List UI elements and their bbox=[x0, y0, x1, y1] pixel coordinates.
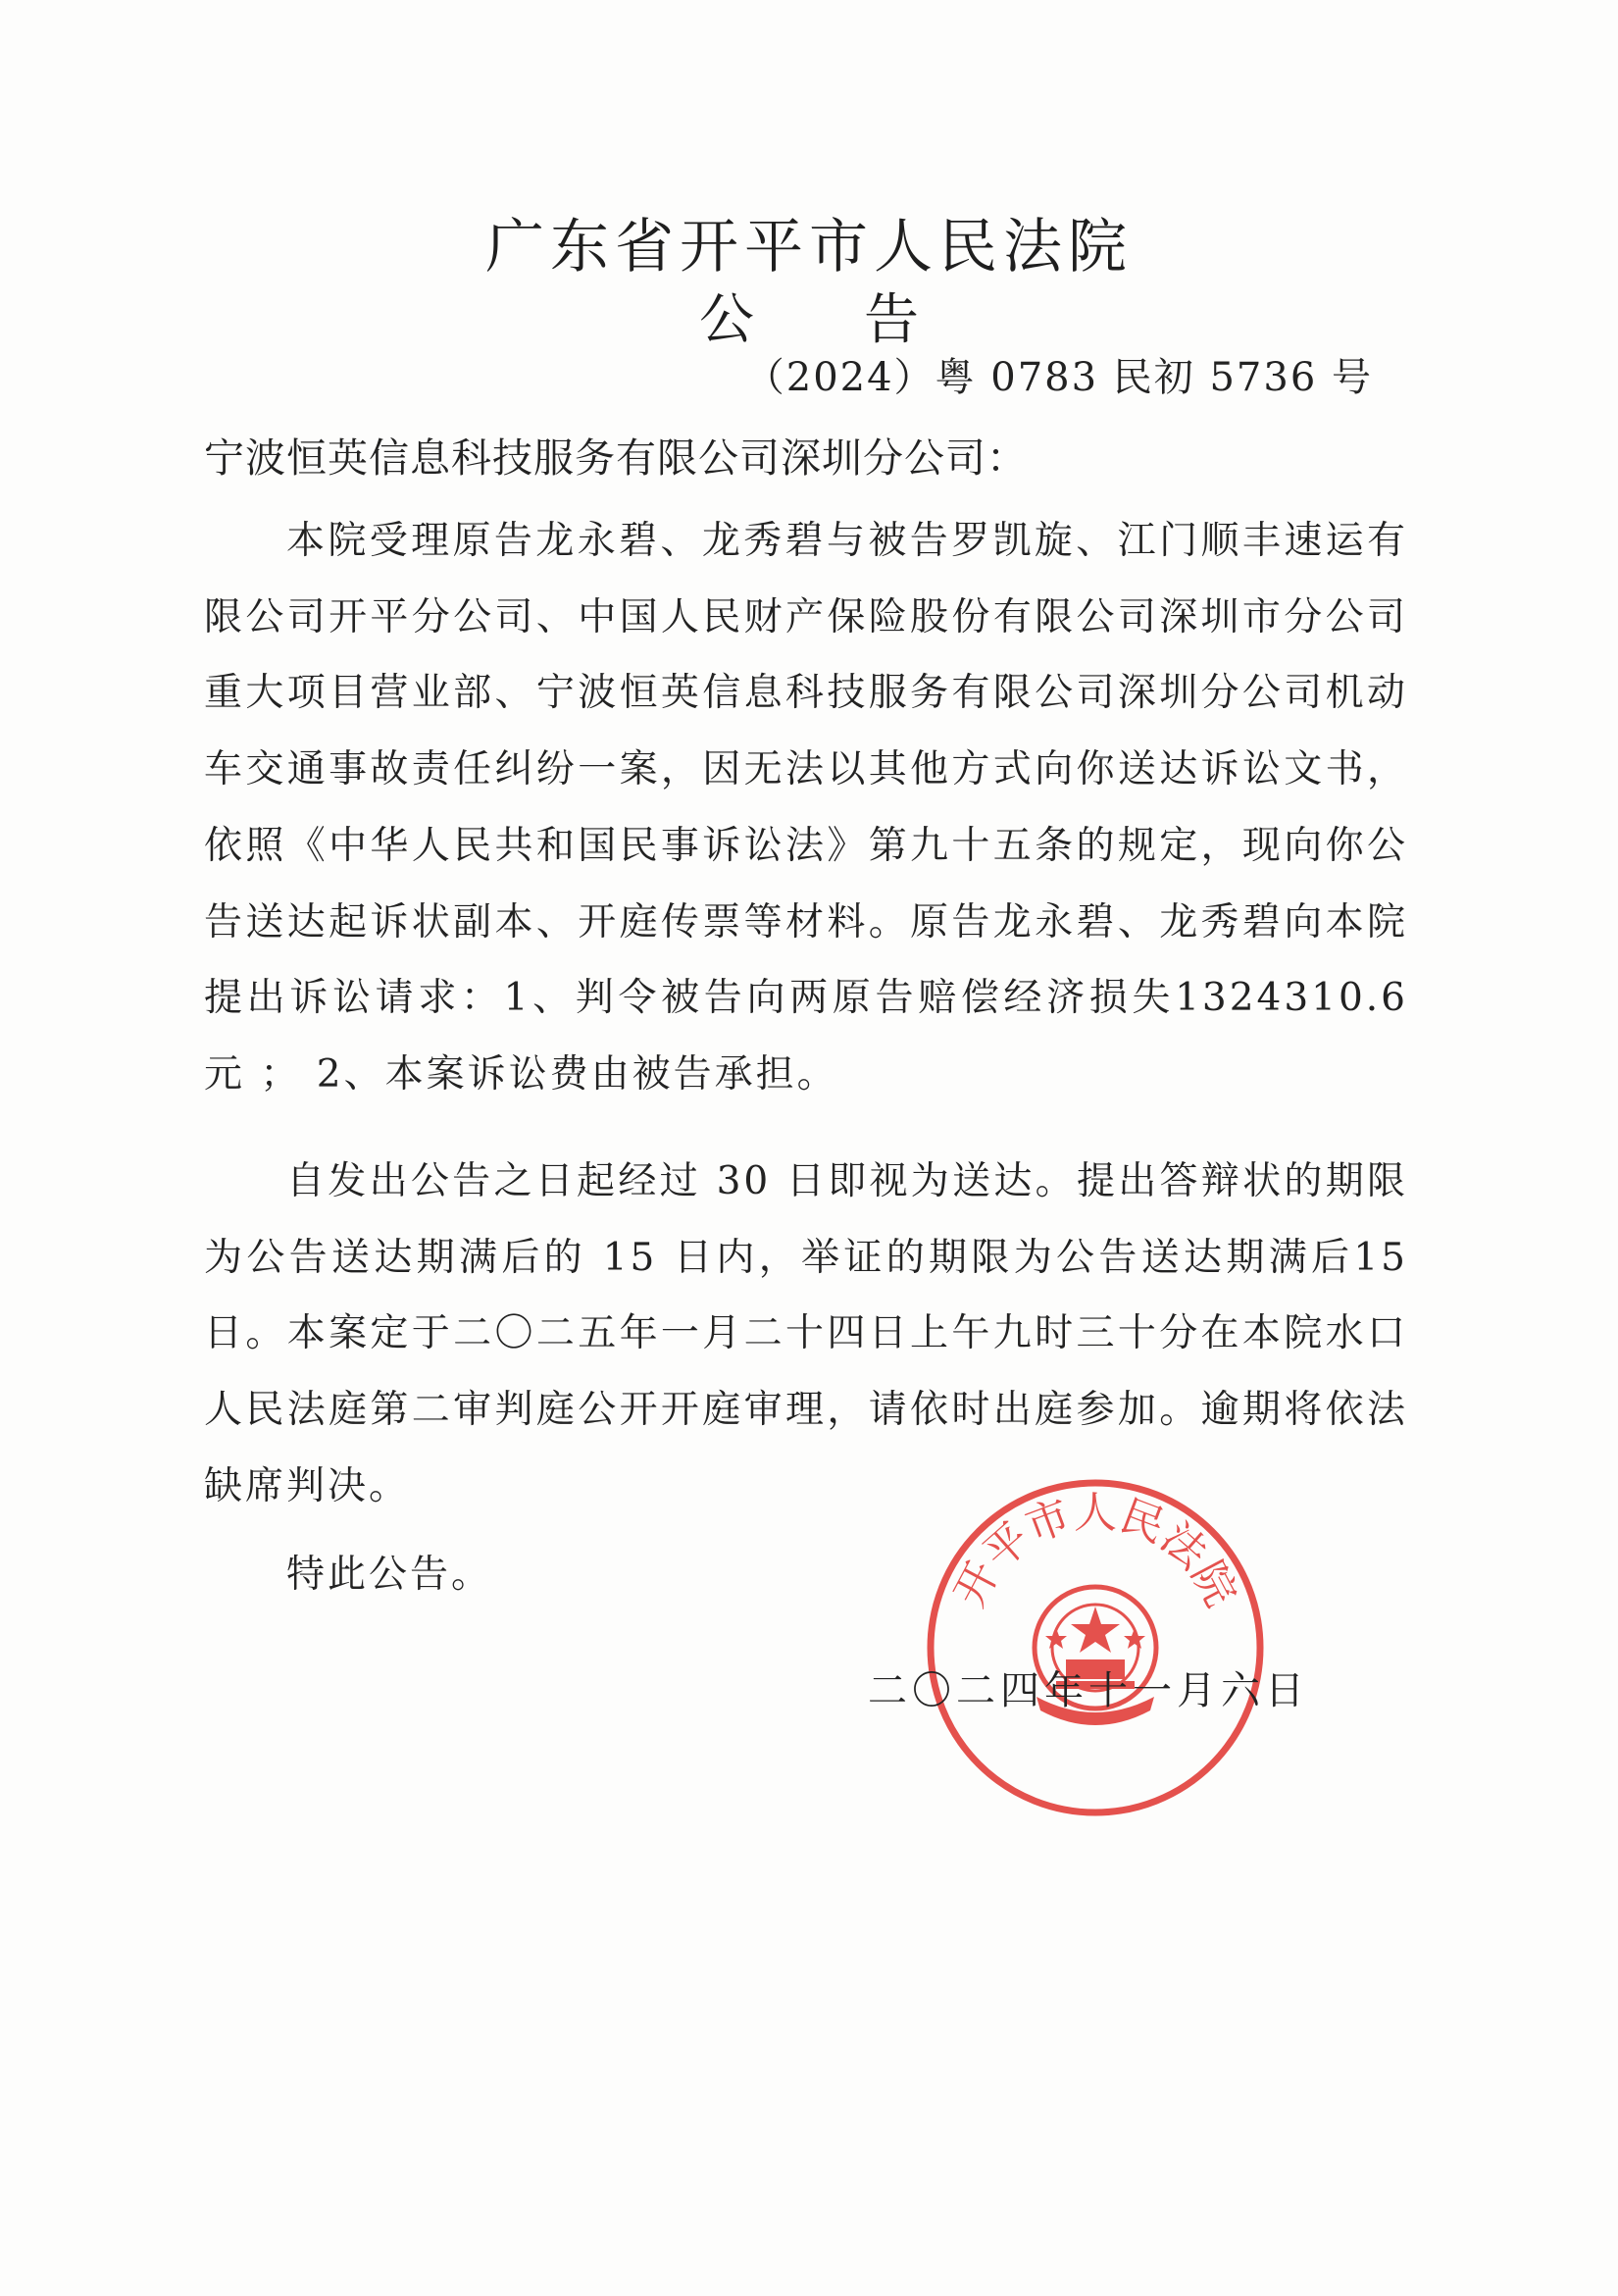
court-name-title: 广东省开平市人民法院 bbox=[485, 213, 1133, 281]
seal-text: 开平市人民法院 bbox=[944, 1488, 1246, 1615]
signature-date: 二〇二四年十一月六日 bbox=[868, 1668, 1309, 1713]
court-seal-stamp bbox=[919, 1471, 1272, 1824]
body-paragraph-2: 自发出公告之日起经过 30 日即视为送达。提出答辩状的期限为公告送达期满后的 15 日内，举证的期限为公告送达期满后15 日。本案定于二〇二五年一月二十四日上午九时三十分在本院水口人民法庭第二审判庭公开开庭审理，请依时出庭参加。逾期将依法缺席判决。 bbox=[204, 1159, 1408, 1508]
addressee-line: 宁波恒英信息科技服务有限公司深圳分公司： bbox=[204, 434, 1028, 482]
closing-line: 特此公告。 bbox=[286, 1553, 493, 1597]
notice-title: 公 告 bbox=[699, 288, 919, 352]
body-paragraph-1: 本院受理原告龙永碧、龙秀碧与被告罗凯旋、江门顺丰速运有限公司开平分公司、中国人民财产保险股份有限公司深圳市分公司重大项目营业部、宁波恒英信息科技服务有限公司深圳分公司机动车交通事故责任纠纷一案，因无法以其他方式向你送达诉讼文书，依照《中华人民共和国民事诉讼法》第九十五条的规定，现向你公告送达起诉状副本、开庭传票等材料。原告龙永碧、龙秀碧向本院提出诉讼请求：1、判令被告向两原告赔偿经济损失1324310.6 元 ； 2、本案诉讼费由被告承担。 bbox=[204, 519, 1408, 1097]
case-number: （2024）粤 0783 民初 5736 号 bbox=[744, 355, 1373, 400]
